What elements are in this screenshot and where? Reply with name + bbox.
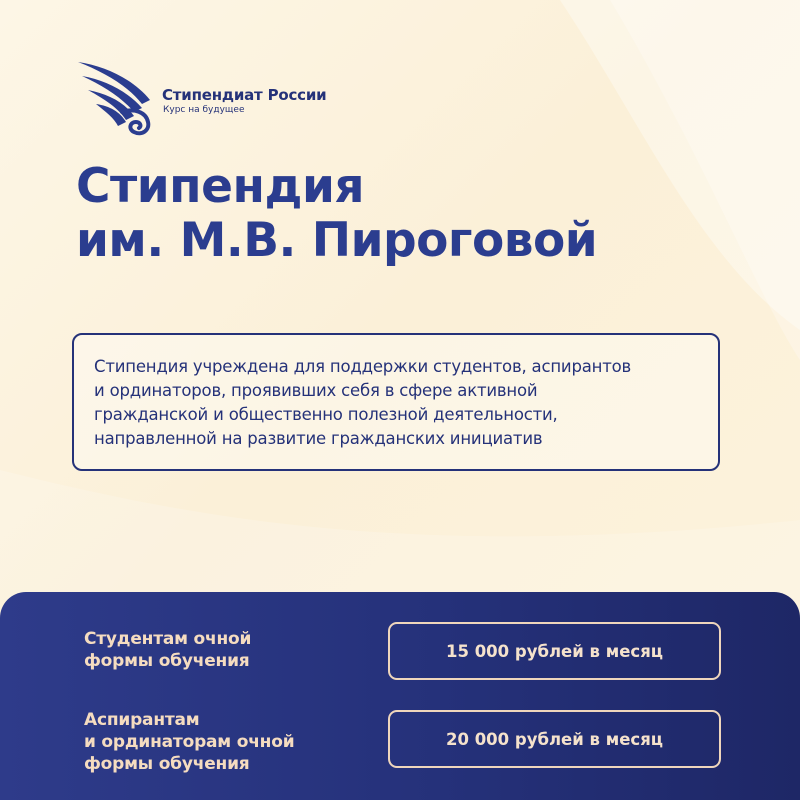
wing-logo-icon xyxy=(76,60,156,136)
brand-tagline: Курс на будущее xyxy=(163,105,245,115)
brand-name: Стипендиат России xyxy=(162,86,327,104)
students-amount-badge: 15 000 рублей в месяц xyxy=(388,622,721,680)
label-line: формы обучения xyxy=(84,754,250,774)
description-line: Стипендия учреждена для поддержки студентов, аспирантов xyxy=(94,357,632,376)
title-line: Стипендия xyxy=(76,159,365,214)
label-line: и ординаторам очной xyxy=(84,732,295,752)
label-line: Студентам очной xyxy=(84,629,252,649)
brand-block xyxy=(76,60,376,140)
description-line: и ординаторов, проявивших себя в сфере активной xyxy=(94,381,538,400)
students-label xyxy=(84,628,251,672)
description-line: гражданской и общественно полезной деятельности, xyxy=(94,405,558,424)
label-line: Аспирантам xyxy=(84,710,200,730)
page-title xyxy=(76,160,597,268)
label-line: формы обучения xyxy=(84,651,250,671)
title-line: им. М.В. Пироговой xyxy=(76,213,598,268)
description-box xyxy=(72,333,720,471)
postgrads-label xyxy=(84,709,294,775)
description-line: направленной на развитие гражданских инициатив xyxy=(94,429,543,448)
postgrads-amount-badge: 20 000 рублей в месяц xyxy=(388,710,721,768)
